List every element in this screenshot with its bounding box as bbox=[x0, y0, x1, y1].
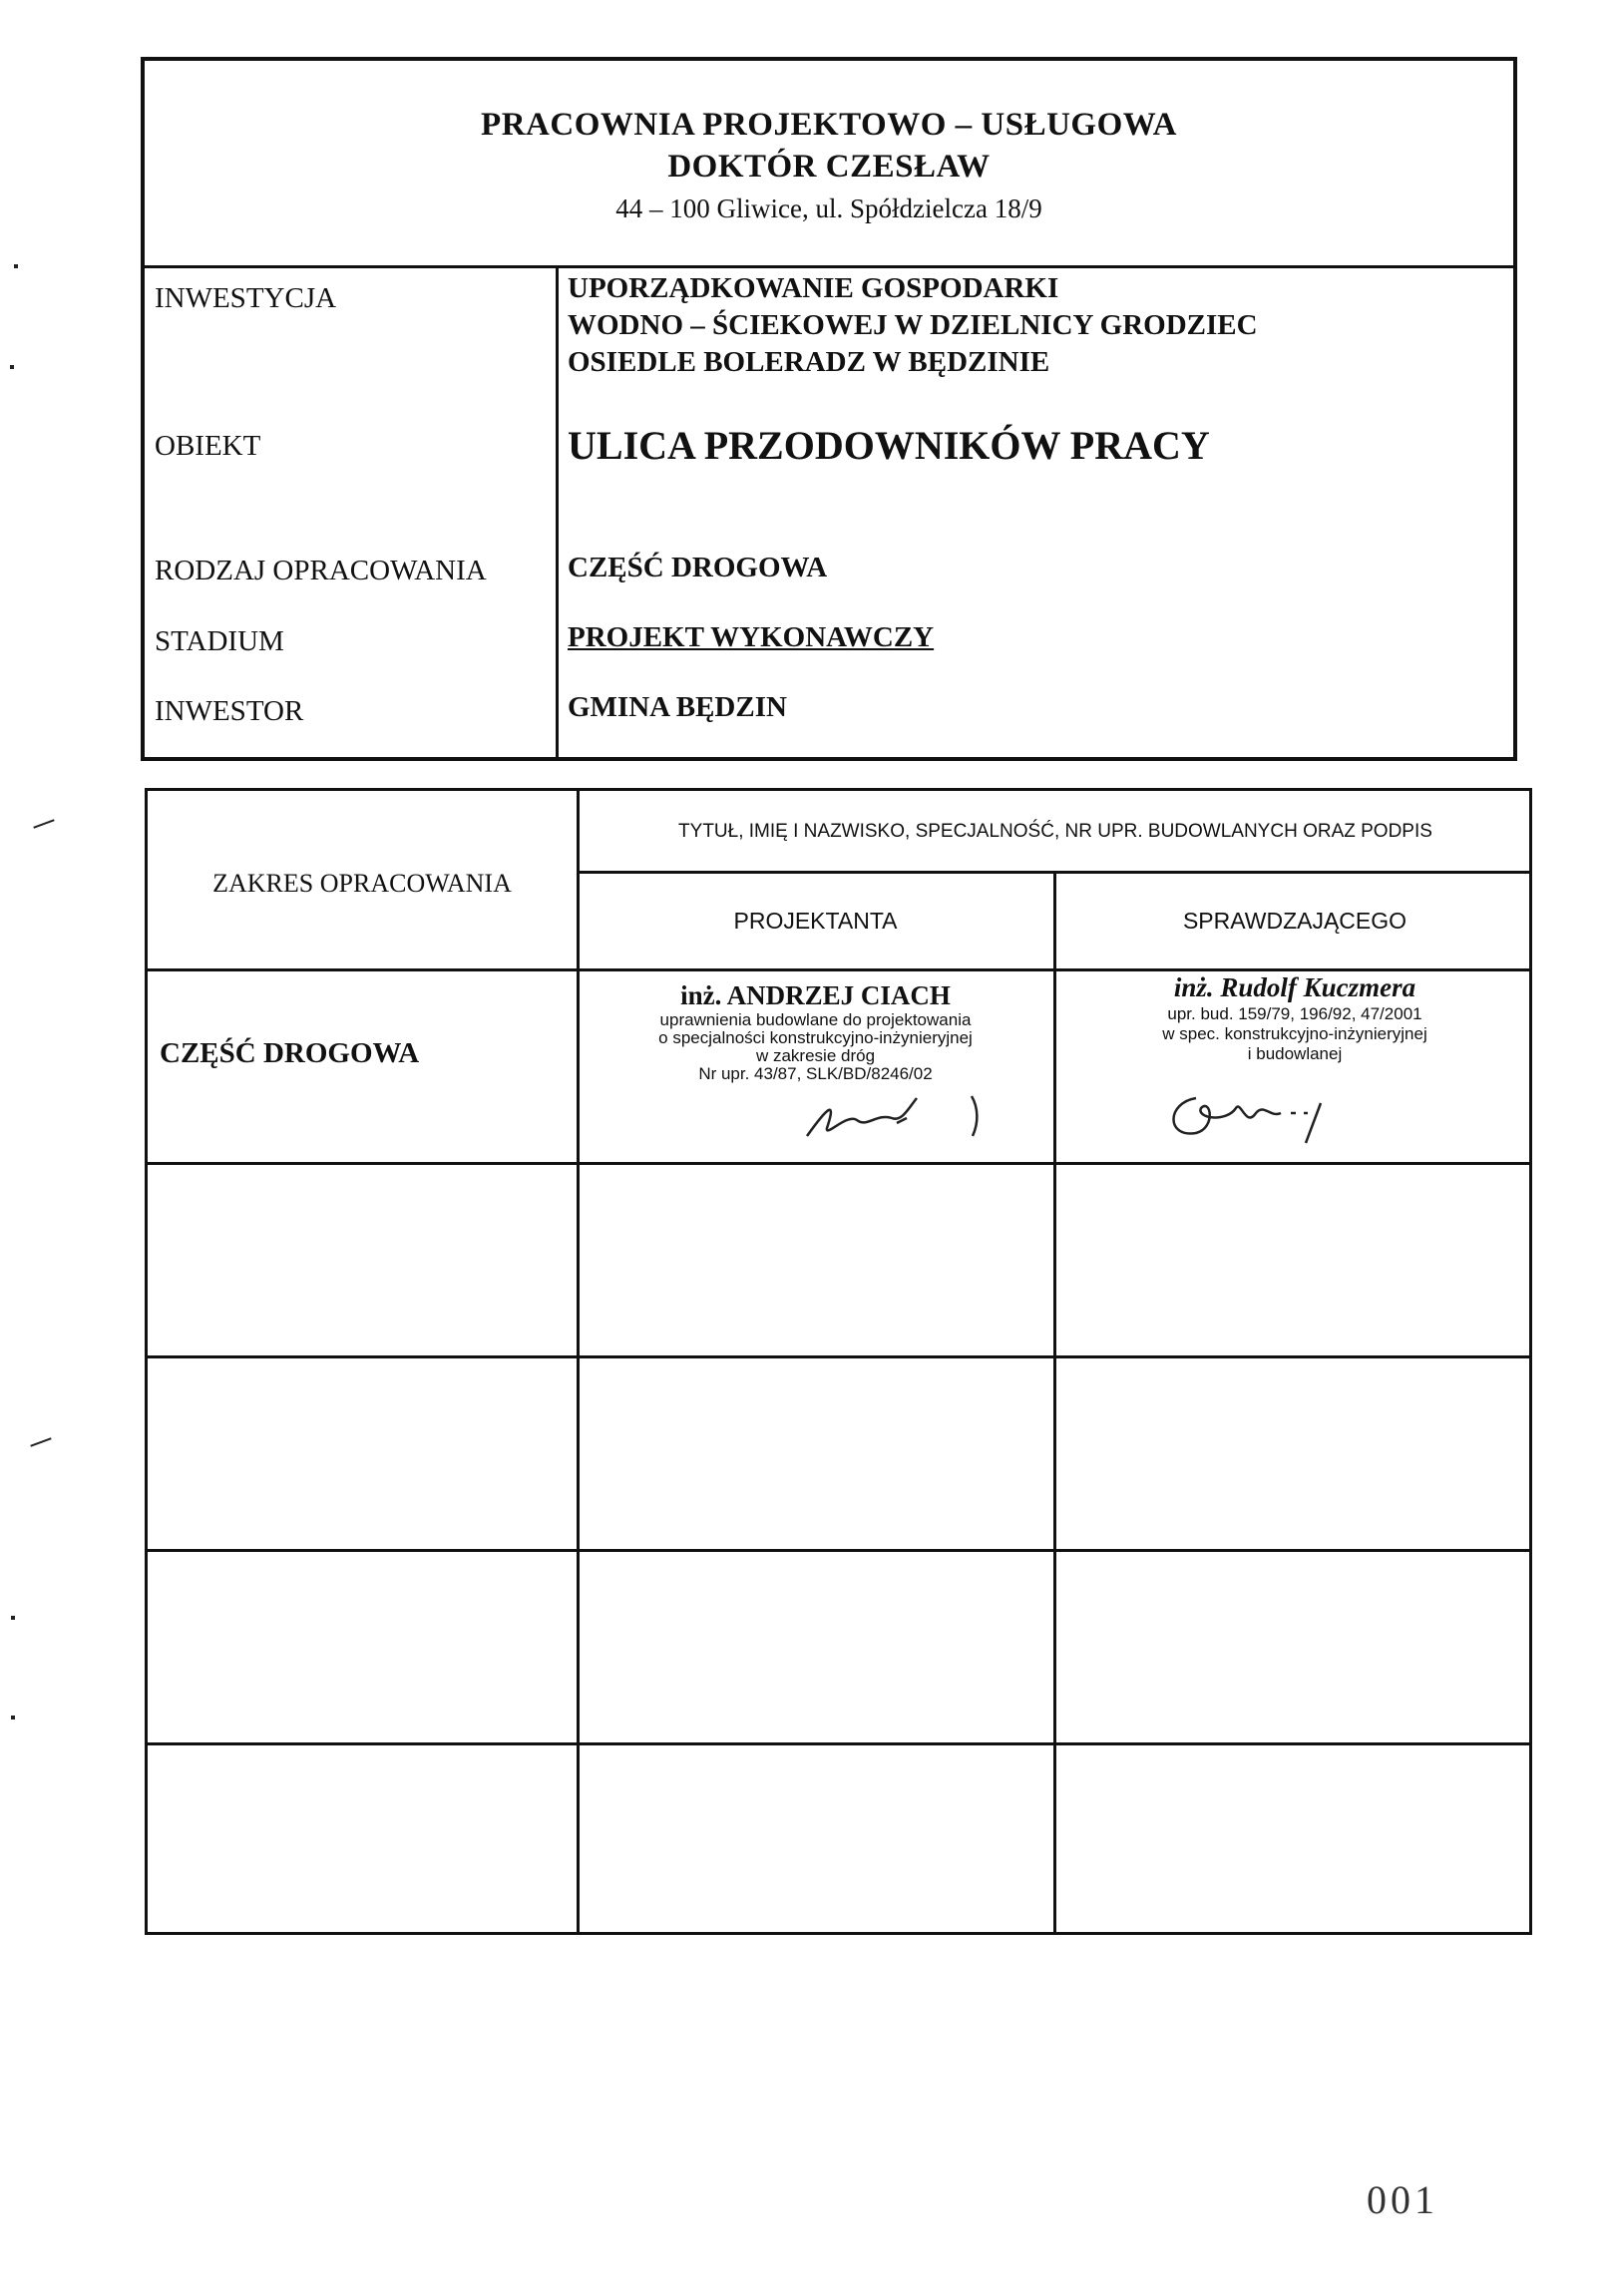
firm-address: 44 – 100 Gliwice, ul. Spółdzielcza 18/9 bbox=[615, 193, 1042, 223]
sprawdzajacy-signature bbox=[1156, 1078, 1396, 1158]
sprawdzajacy-stamp bbox=[1056, 968, 1533, 1162]
inwestycja-label: INWESTYCJA bbox=[155, 282, 337, 314]
projektant-signature bbox=[797, 1078, 1036, 1158]
scan-mark bbox=[14, 264, 18, 268]
projektant-line3: w zakresie dróg bbox=[755, 1046, 876, 1065]
firm-name-line1: PRACOWNIA PROJEKTOWO – USŁUGOWA bbox=[481, 107, 1177, 143]
signatures-table bbox=[145, 788, 1532, 1935]
scan-mark bbox=[30, 1437, 51, 1446]
scan-mark bbox=[11, 1716, 15, 1720]
projektant-line4: Nr upr. 43/87, SLK/BD/8246/02 bbox=[698, 1064, 933, 1083]
inwestor-label: INWESTOR bbox=[155, 695, 304, 727]
row-divider bbox=[148, 1355, 1529, 1358]
scan-mark bbox=[10, 365, 14, 369]
page-number: 001 bbox=[1367, 2177, 1438, 2222]
row-divider bbox=[148, 1549, 1529, 1552]
sprawdzajacy-line2: w spec. konstrukcyjno-inżynieryjnej bbox=[1162, 1024, 1427, 1043]
column-divider bbox=[577, 791, 580, 1932]
stadium-value: PROJEKT WYKONAWCZY bbox=[568, 621, 935, 653]
inwestor-value: GMINA BĘDZIN bbox=[568, 691, 787, 723]
firm-name-line2: DOKTÓR CZESŁAW bbox=[667, 149, 991, 185]
row1-zakres: CZĘŚĆ DROGOWA bbox=[160, 1037, 420, 1069]
obiekt-label: OBIEKT bbox=[155, 430, 261, 462]
rodzaj-label: RODZAJ OPRACOWANIA bbox=[155, 555, 487, 586]
projektant-header: PROJEKTANTA bbox=[733, 908, 898, 934]
rodzaj-value: CZĘŚĆ DROGOWA bbox=[568, 552, 828, 583]
divider bbox=[145, 265, 1513, 268]
sprawdzajacy-line3: i budowlanej bbox=[1247, 1044, 1343, 1063]
obiekt-value: ULICA PRZODOWNIKÓW PRACY bbox=[568, 423, 1210, 468]
projektant-line2: o specjalności konstrukcyjno-inżynieryjnej bbox=[658, 1028, 973, 1047]
sprawdzajacy-header: SPRAWDZAJĄCEGO bbox=[1182, 908, 1407, 934]
zakres-header: ZAKRES OPRACOWANIA bbox=[212, 869, 512, 898]
sprawdzajacy-line1: upr. bud. 159/79, 196/92, 47/2001 bbox=[1167, 1004, 1422, 1023]
row-divider bbox=[148, 1162, 1529, 1165]
projektant-line1: uprawnienia budowlane do projektowania bbox=[659, 1010, 972, 1029]
inwestycja-value-line2: WODNO – ŚCIEKOWEJ W DZIELNICY GRODZIEC bbox=[568, 309, 1258, 341]
divider bbox=[578, 871, 1529, 874]
stadium-label: STADIUM bbox=[155, 625, 284, 657]
projektant-name: inż. ANDRZEJ CIACH bbox=[680, 980, 951, 1010]
row-divider bbox=[148, 1742, 1529, 1745]
inwestycja-value-line3: OSIEDLE BOLERADZ W BĘDZINIE bbox=[568, 346, 1050, 378]
inwestycja-value-line1: UPORZĄDKOWANIE GOSPODARKI bbox=[568, 272, 1059, 304]
scan-mark bbox=[33, 819, 54, 828]
sprawdzajacy-name: inż. Rudolf Kuczmera bbox=[1173, 972, 1416, 1002]
group-header: TYTUŁ, IMIĘ I NAZWISKO, SPECJALNOŚĆ, NR UPR. BUDOWLANYCH ORAZ PODPIS bbox=[678, 821, 1432, 842]
scan-mark bbox=[11, 1616, 15, 1620]
projektant-stamp bbox=[578, 968, 1053, 1162]
title-block bbox=[141, 57, 1517, 761]
column-divider bbox=[556, 266, 559, 757]
